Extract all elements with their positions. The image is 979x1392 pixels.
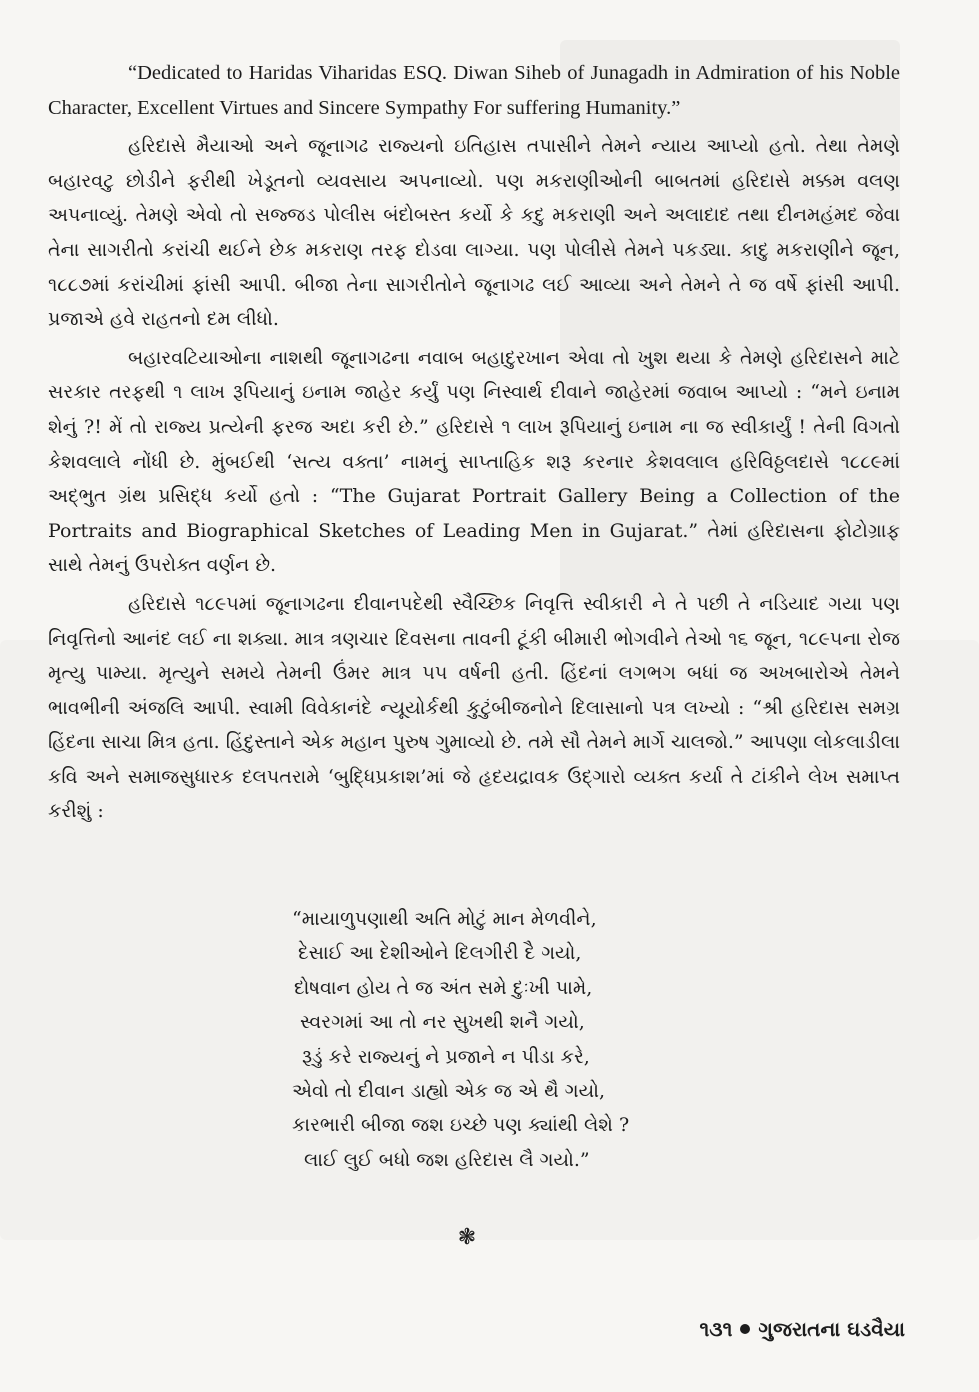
body-text <box>48 56 900 829</box>
bullet-dot-icon <box>740 1324 750 1334</box>
poem-line: “માયાળુપણાથી અતિ મોટું માન મેળવીને, <box>292 908 597 930</box>
poem-stanza <box>292 902 712 1177</box>
poem-line: દોષવાન હોય તે જ અંત સમે દુઃખી પામે, <box>294 976 593 999</box>
poem-line: એવો તો દીવાન ડાહ્યો એક જ એ થૈ ગયો, <box>292 1080 605 1103</box>
page-footer <box>700 1317 906 1341</box>
body-paragraph-1: હરિદાસે મૈયાઓ અને જૂનાગઢ રાજ્યનો ઇતિહાસ તપાસીને તેમને ન્યાય આપ્યો હતો. તેથા તેમણે બહારવટુ છોડીને ફરીથી ખેડૂતનો વ્યવસાય અપનાવ્યો. પણ મકરાણીઓની બાબતમાં હરિદાસે મક્કમ વલણ અપનાવ્યું. તેમણે એવો તો સજ્જડ પોલીસ બંદોબસ્ત કર્યો કે કદુ મકરાણી અને અલાદાદ તથા દીનમહંમદ જેવા તેના સાગરીતો કરાંચી થઈને છેક મકરાણ તરફ દોડવા લાગ્યા. પણ પોલીસે તેમને પકડ્યા. કાદુ મકરાણીને જૂન, ૧૮૮૭માં કરાંચીમાં ફાંસી આપી. બીજા તેના સાગરીતોને જૂનાગઢ લઈ આવ્યા અને તેમને તે જ વર્ષે ફાંસી આપી. પ્રજાએ હવે રાહતનો દમ લીધો. <box>48 135 900 331</box>
poem-line: દેસાઈ આ દેશીઓને દિલગીરી દૈ ગયો, <box>298 942 582 965</box>
poem-line: રૂડું કરે રાજ્યનું ને પ્રજાને ન પીડા કરે, <box>302 1045 590 1068</box>
poem-line: સ્વરગમાં આ તો નર સુખથી શનૈ ગયો, <box>300 1011 585 1034</box>
running-title: ગુજરાતના ઘડવૈયા <box>758 1317 905 1341</box>
dedication-paragraph: “Dedicated to Haridas Viharidas ESQ. Diwan Siheb of Junagadh in Admiration of his Noble Character, Excellent Virtues and Sincere Sympathy For suffering Humanity.” <box>48 62 900 119</box>
section-end-ornament-icon: ❃ <box>457 1225 477 1250</box>
body-paragraph-2: બહારવટિયાઓના નાશથી જૂનાગઢના નવાબ બહાદુરખાન એવા તો ખુશ થયા કે તેમણે હરિદાસને માટે સરકાર તરફથી ૧ લાખ રૂપિયાનું ઇનામ જાહેર કર્યું પણ નિસ્વાર્થ દીવાને જાહેરમાં જવાબ આપ્યો : “મને ઇનામ શેનું ?! મેં તો રાજ્ય પ્રત્યેની ફરજ અદા કરી છે.” હરિદાસે ૧ લાખ રૂપિયાનું ઇનામ ના જ સ્વીકાર્યું ! તેની વિગતો કેશવલાલે નોંધી છે. મુંબઈથી ‘સત્ય વક્તા’ નામનું સાપ્તાહિક શરૂ કરનાર કેશવલાલ હરિવિઠ્ઠલદાસે ૧૮૮૯માં અદ્‌ભુત ગ્રંથ પ્રસિદ્ધ કર્યો હતો : “The Gujarat Portrait Gallery Being a Collection of the Portraits and Biographical Sketches of Leading Men in Gujarat.” તેમાં હરિદાસના ફોટોગ્રાફ સાથે તેમનું ઉપરોક્ત વર્ણન છે. <box>48 346 900 577</box>
poem-line: કારભારી બીજા જશ ઇચ્છે પણ ક્યાંથી લેશે ? <box>292 1114 630 1137</box>
page-number: ૧૩૧ <box>699 1317 733 1341</box>
poem-line: લાઈ લુઈ બધો જશ હરિદાસ લૈ ગયો.” <box>304 1148 590 1171</box>
body-paragraph-3: હરિદાસે ૧૮૯૫માં જૂનાગઢના દીવાનપદેથી સ્વૈચ્છિક નિવૃત્તિ સ્વીકારી ને તે પછી તે નડિયાદ ગયા પણ નિવૃત્તિનો આનંદ લઈ ના શક્યા. માત્ર ત્રણચાર દિવસના તાવની ટૂંકી બીમારી ભોગવીને તેઓ ૧૬ જૂન, ૧૮૯૫ના રોજ મૃત્યુ પામ્યા. મૃત્યુને સમયે તેમની ઉંમર માત્ર ૫૫ વર્ષની હતી. હિંદનાં લગભગ બધાં જ અખબારોએ તેમને ભાવભીની અંજલિ આપી. સ્વામી વિવેકાનંદે ન્યૂયોર્કથી કુટુંબીજનોને દિલાસાનો પત્ર લખ્યો : “શ્રી હરિદાસ સમગ્ર હિંદના સાચા મિત્ર હતા. હિંદુસ્તાને એક મહાન પુરુષ ગુમાવ્યો છે. તમે સૌ તેમને માર્ગે ચાલજો.” આપણા લોકલાડીલા કવિ અને સમાજસુધારક દલપતરામે ‘બુદ્ધિપ્રકાશ’માં જે હૃદયદ્રાવક ઉદ્‌ગારો વ્યક્ત કર્યા તે ટાંકીને લેખ સમાપ્ત કરીશું : <box>48 592 900 823</box>
